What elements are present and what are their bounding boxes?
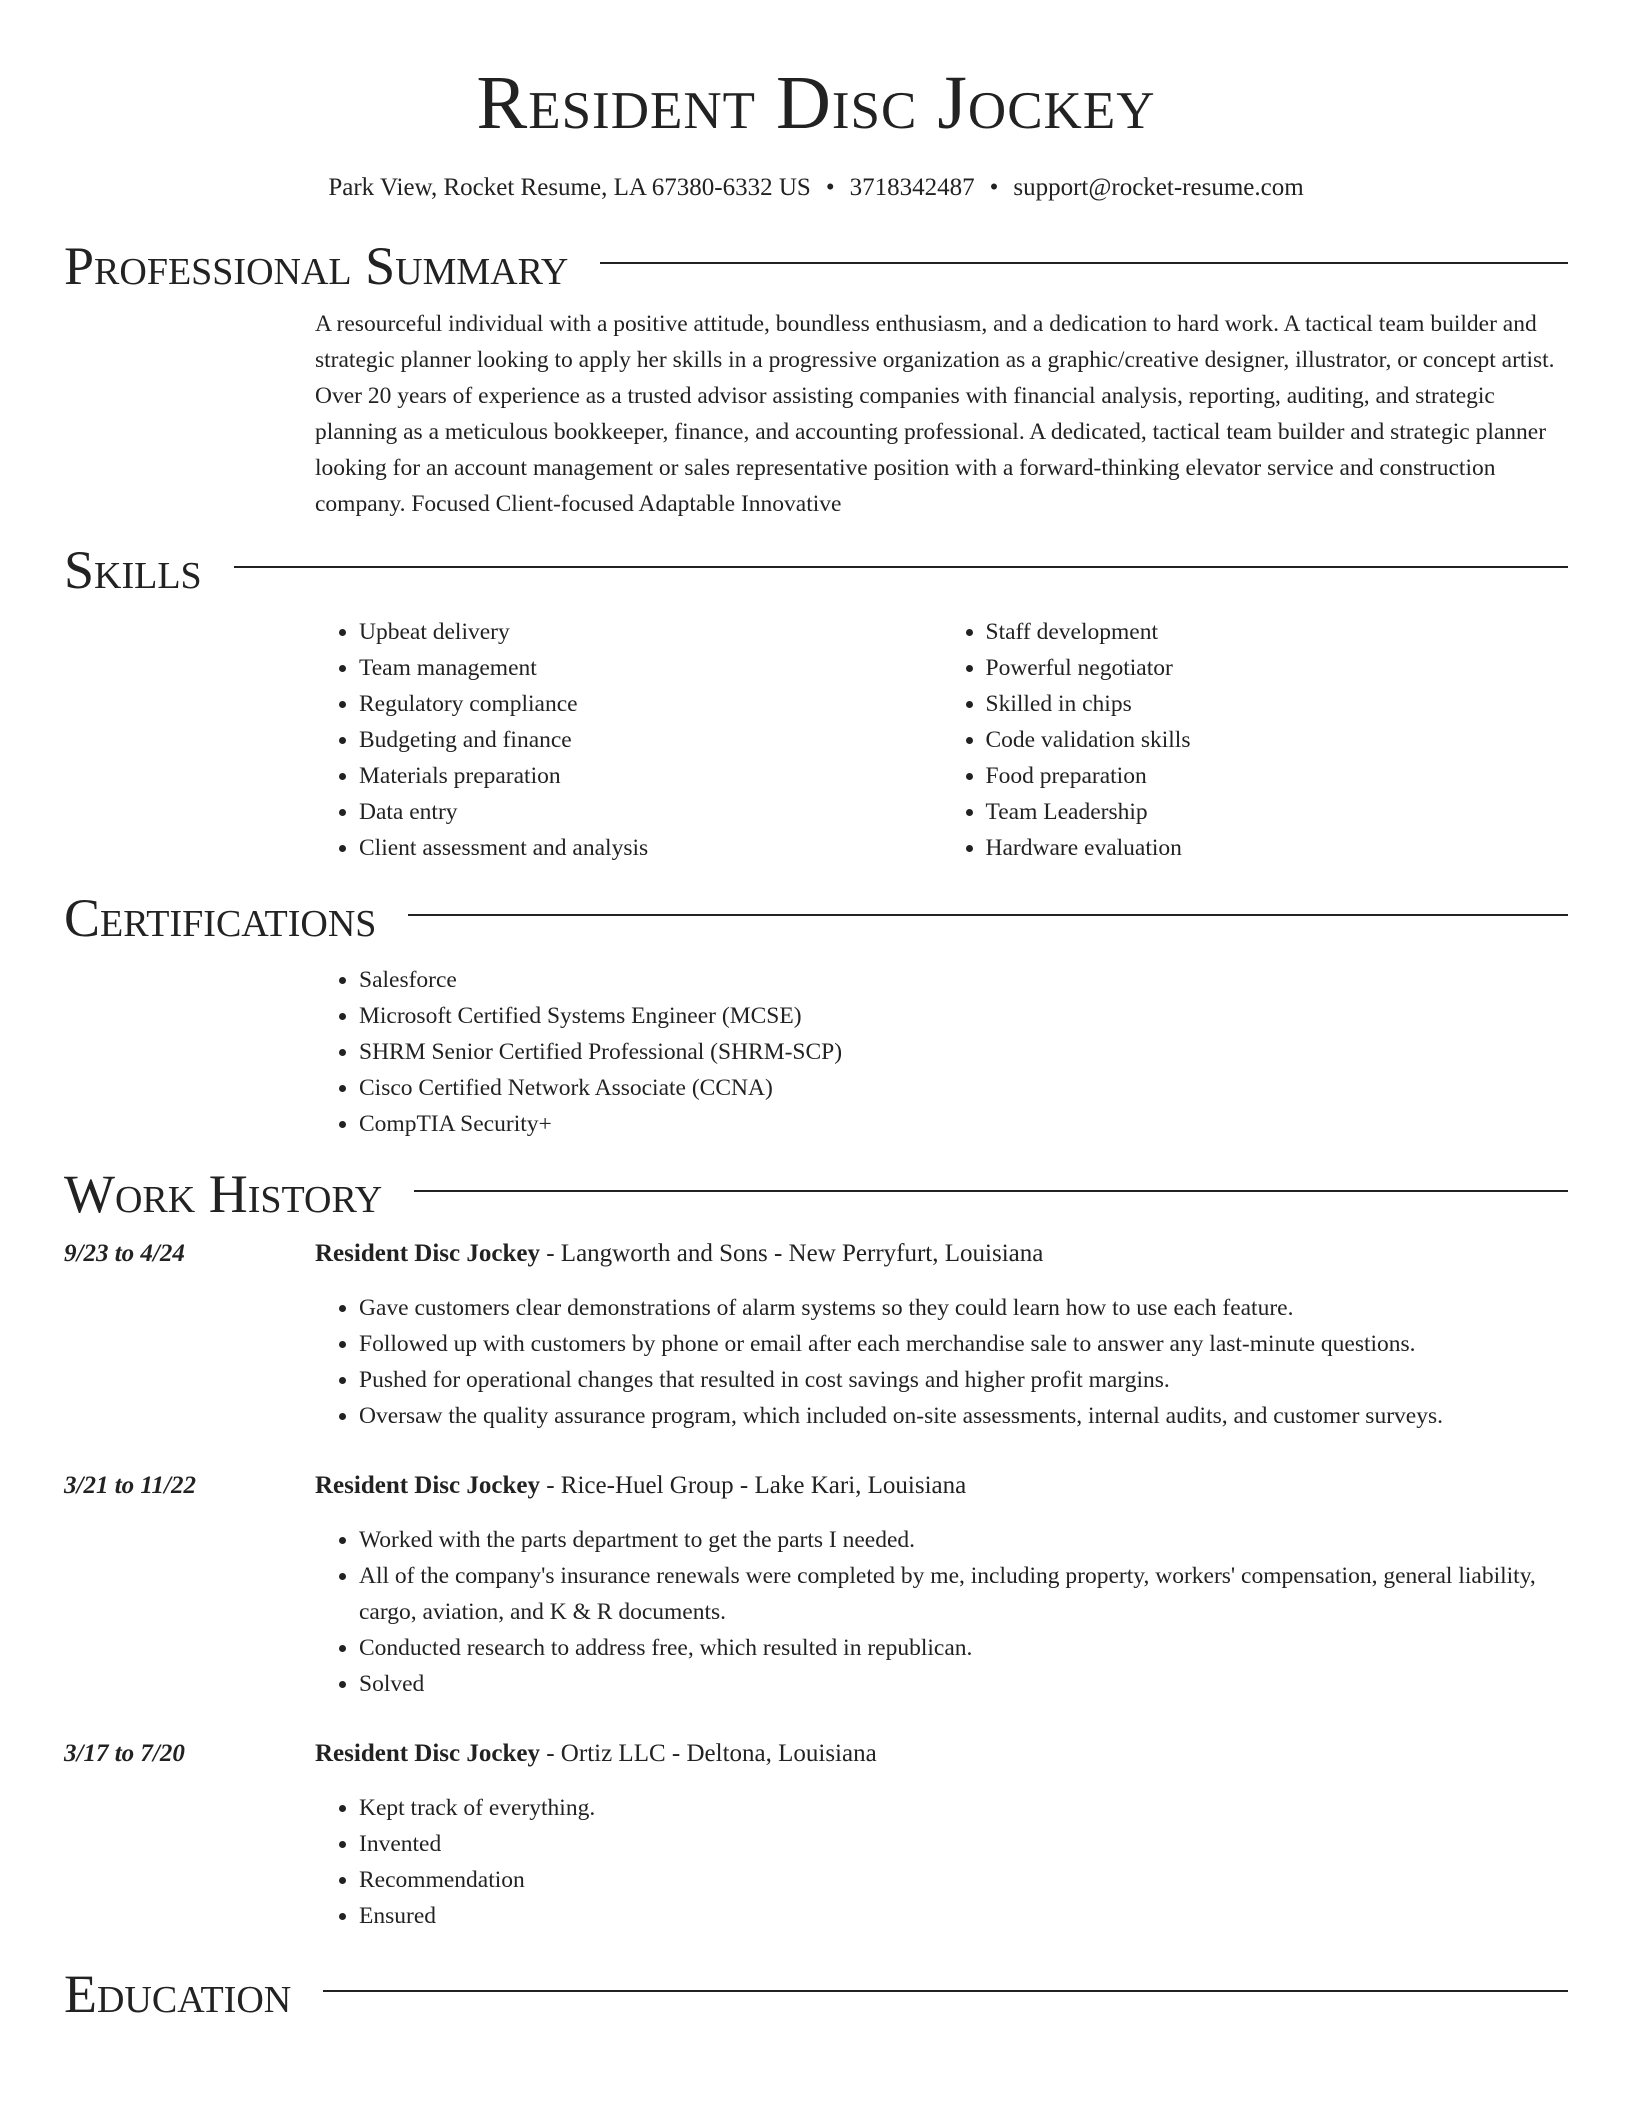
certifications-list <box>315 962 1568 1142</box>
job-title: Resident Disc Jockey <box>315 1740 540 1767</box>
education-title: Education <box>64 1964 292 2024</box>
skill-item: • Food preparation <box>986 758 1569 794</box>
resume-page <box>64 0 1568 2024</box>
job-bullet: • Gave customers clear demonstrations of alarm systems so they could learn how to use each feature. <box>359 1290 1568 1326</box>
job-header <box>64 1236 1568 1272</box>
section-divider <box>600 262 1568 264</box>
job-employer-location: - Rice-Huel Group - Lake Kari, Louisiana <box>539 1472 967 1499</box>
job-bullet: • Invented <box>359 1826 1568 1862</box>
skill-item: • Team management <box>359 650 942 686</box>
certifications-section <box>64 888 1568 1142</box>
skill-item: • Skilled in chips <box>986 686 1569 722</box>
job-title: Resident Disc Jockey <box>315 1472 540 1499</box>
skill-item: • Materials preparation <box>359 758 942 794</box>
skill-item: • Hardware evaluation <box>986 830 1569 866</box>
job-bullet: • Kept track of everything. <box>359 1790 1568 1826</box>
section-divider <box>408 914 1568 916</box>
summary-header <box>64 236 1568 296</box>
job-bullets <box>315 1290 1568 1434</box>
summary-section <box>64 236 1568 522</box>
work-history-title: Work History <box>64 1164 383 1224</box>
job-header <box>64 1736 1568 1772</box>
job-heading <box>315 1236 1043 1272</box>
skill-item: • Team Leadership <box>986 794 1569 830</box>
certifications-title: Certifications <box>64 888 377 948</box>
skill-item: • Staff development <box>986 614 1569 650</box>
contact-phone: 3718342487 <box>849 174 975 201</box>
job-heading <box>315 1736 877 1772</box>
certification-item: • SHRM Senior Certified Professional (SHRM-SCP) <box>359 1034 1568 1070</box>
contact-email: support@rocket-resume.com <box>1013 174 1304 201</box>
certifications-items <box>315 962 1568 1142</box>
skill-item: • Budgeting and finance <box>359 722 942 758</box>
job-bullet: • Pushed for operational changes that resulted in cost savings and higher profit margins. <box>359 1362 1568 1398</box>
skills-section <box>64 540 1568 866</box>
contact-separator: • <box>825 174 835 201</box>
skill-item: • Code validation skills <box>986 722 1569 758</box>
job-employer-location: - Langworth and Sons - New Perryfurt, Louisiana <box>539 1240 1044 1267</box>
section-divider <box>414 1190 1568 1192</box>
certification-item: • Cisco Certified Network Associate (CCNA) <box>359 1070 1568 1106</box>
section-divider <box>234 566 1568 568</box>
job-bullet: • All of the company's insurance renewals were completed by me, including property, workers' compensation, general liability, cargo, aviation, and K & R documents. <box>359 1558 1568 1630</box>
skills-column-left <box>315 614 942 866</box>
job-bullet: • Recommendation <box>359 1862 1568 1898</box>
job-dates: 3/21 to 11/22 <box>64 1472 196 1499</box>
work-history-section <box>64 1164 1568 1934</box>
job-entry <box>64 1236 1568 1434</box>
skills-column-right <box>942 614 1569 866</box>
skill-item: • Powerful negotiator <box>986 650 1569 686</box>
job-bullet: • Solved <box>359 1666 1568 1702</box>
job-dates: 9/23 to 4/24 <box>64 1240 185 1267</box>
skill-item: • Upbeat delivery <box>359 614 942 650</box>
education-header <box>64 1964 1568 2024</box>
job-bullet: • Ensured <box>359 1898 1568 1934</box>
contact-line <box>64 172 1568 204</box>
job-entry <box>64 1468 1568 1702</box>
resume-name: Resident Disc Jockey <box>476 61 1156 145</box>
job-employer-location: - Ortiz LLC - Deltona, Louisiana <box>539 1740 877 1767</box>
job-heading <box>315 1468 966 1504</box>
education-section <box>64 1964 1568 2024</box>
job-header <box>64 1468 1568 1504</box>
job-entry <box>64 1736 1568 1934</box>
job-bullet: • Worked with the parts department to get the parts I needed. <box>359 1522 1568 1558</box>
section-divider <box>323 1990 1568 1992</box>
contact-address: Park View, Rocket Resume, LA 67380-6332 US <box>328 174 811 201</box>
certifications-header <box>64 888 1568 948</box>
job-bullets <box>315 1522 1568 1702</box>
job-bullet: • Followed up with customers by phone or email after each merchandise sale to answer any last-minute questions. <box>359 1326 1568 1362</box>
job-title: Resident Disc Jockey <box>315 1240 540 1267</box>
skills-header <box>64 540 1568 600</box>
job-bullet: • Conducted research to address free, which resulted in republican. <box>359 1630 1568 1666</box>
skill-item: • Data entry <box>359 794 942 830</box>
job-bullet: • Oversaw the quality assurance program, which included on-site assessments, internal audits, and customer surveys. <box>359 1398 1568 1434</box>
job-bullets <box>315 1790 1568 1934</box>
summary-body <box>315 306 1568 522</box>
contact-separator: • <box>989 174 999 201</box>
skills-title: Skills <box>64 540 202 600</box>
certification-item: • CompTIA Security+ <box>359 1106 1568 1142</box>
certification-item: • Microsoft Certified Systems Engineer (MCSE) <box>359 998 1568 1034</box>
certification-item: • Salesforce <box>359 962 1568 998</box>
summary-text: A resourceful individual with a positive attitude, boundless enthusiasm, and a dedication to hard work. A tactical team builder and strategic planner looking to apply her skills in a progressive organization as a graphic/creative designer, illustrator, or concept artist. Over 20 years of experience as a trusted advisor assisting companies with financial analysis, reporting, auditing, and strategic planning as a meticulous bookkeeper, finance, and accounting professional. A dedicated, tactical team builder and strategic planner looking for an account management or sales representative position with a forward-thinking elevator service and construction company. Focused Client-focused Adaptable Innovative <box>315 311 1555 517</box>
skill-item: • Regulatory compliance <box>359 686 942 722</box>
skills-list <box>315 614 1568 866</box>
summary-title: Professional Summary <box>64 236 569 296</box>
job-dates: 3/17 to 7/20 <box>64 1740 185 1767</box>
skill-item: • Client assessment and analysis <box>359 830 942 866</box>
work-history-header <box>64 1164 1568 1224</box>
